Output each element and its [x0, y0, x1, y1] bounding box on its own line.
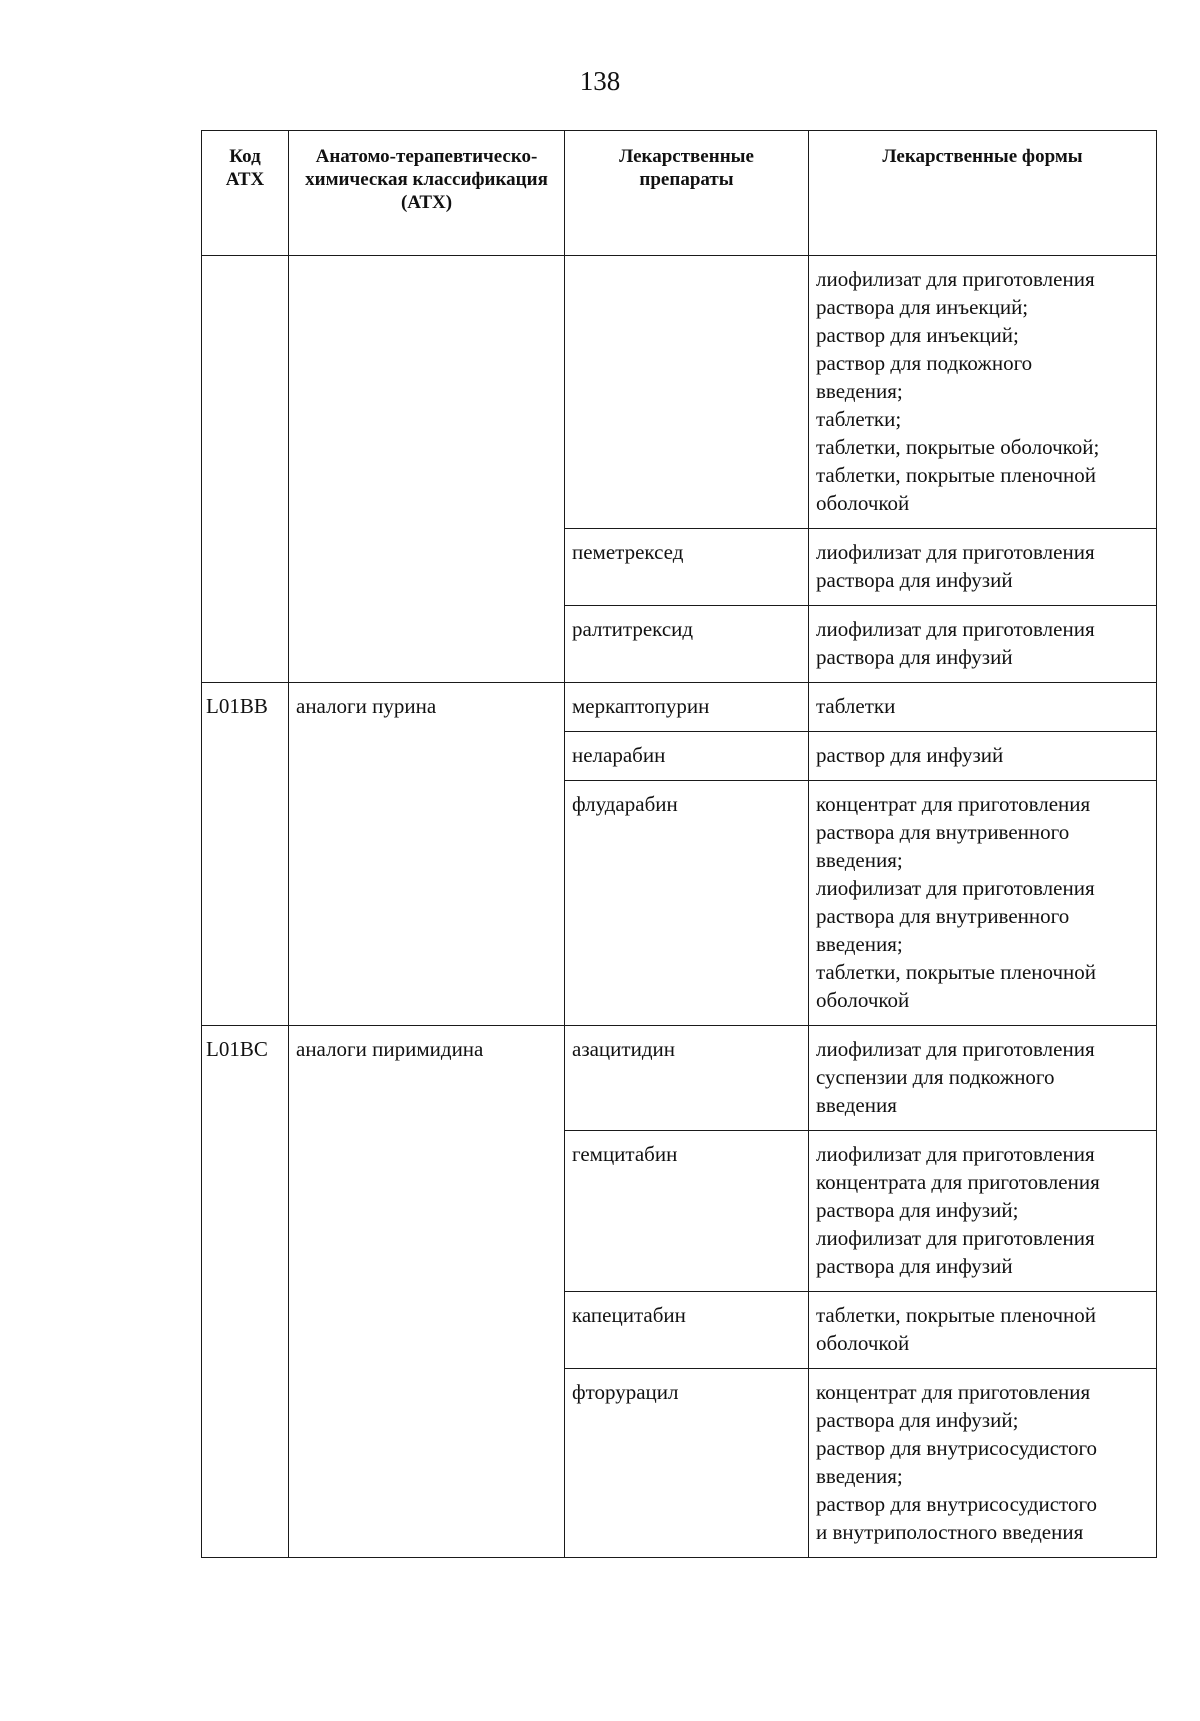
drug-cell: гемцитабин [565, 1131, 809, 1292]
page-number: 138 [579, 66, 621, 96]
drug-cell: капецитабин [565, 1292, 809, 1369]
drug-cell: ралтитрексид [565, 606, 809, 683]
forms-cell [809, 529, 1157, 606]
dosage-form-line: раствора для инфузий [816, 645, 1013, 669]
dosage-form-line: раствора для инфузий [816, 568, 1013, 592]
atc-class-cell: аналоги пиримидина [289, 1026, 565, 1558]
dosage-form-line: суспензии для подкожного [816, 1065, 1055, 1089]
dosage-form-line: концентрат для приготовления [816, 1380, 1091, 1404]
dosage-form-line: концентрат для приготовления [816, 792, 1091, 816]
drug-cell: флударабин [565, 781, 809, 1026]
dosage-form-line: оболочкой [816, 491, 910, 515]
dosage-form-line: раствора для инфузий [816, 1254, 1013, 1278]
forms-cell [809, 1292, 1157, 1369]
atc-code-cell: L01BC [202, 1026, 289, 1558]
dosage-form-line: раствора для инфузий; [816, 1408, 1019, 1432]
dosage-form-line: раствор для внутрисосудистого [816, 1436, 1098, 1460]
dosage-form-line: таблетки, покрытые пленочной [816, 1303, 1097, 1327]
drug-cell: фторурацил [565, 1369, 809, 1558]
dosage-form-line: таблетки, покрытые пленочной [816, 960, 1097, 984]
dosage-form-line: введения; [816, 379, 903, 403]
dosage-form-line: лиофилизат для приготовления [816, 540, 1095, 564]
atc-class-cell: аналоги пурина [289, 683, 565, 1026]
dosage-form-line: раствор для инъекций; [816, 323, 1019, 347]
dosage-form-line: введения; [816, 932, 903, 956]
forms-cell [809, 781, 1157, 1026]
drug-cell: пеметрексед [565, 529, 809, 606]
header-atc-classification: Анатомо-терапевтическо-химическая классификация (АТХ) [289, 131, 565, 256]
dosage-form-line: и внутриполостного введения [816, 1520, 1084, 1544]
dosage-form-line: введения; [816, 1464, 903, 1488]
dosage-form-line: лиофилизат для приготовления [816, 876, 1095, 900]
dosage-form-line: лиофилизат для приготовления [816, 267, 1095, 291]
dosage-form-line: раствора для внутривенного [816, 904, 1070, 928]
table-body [202, 256, 1157, 1558]
dosage-form-line: таблетки, покрытые оболочкой; [816, 435, 1100, 459]
forms-cell [809, 606, 1157, 683]
table-row [202, 256, 1157, 529]
forms-cell [809, 1369, 1157, 1558]
dosage-form-line: таблетки; [816, 407, 902, 431]
dosage-form-line: раствора для инъекций; [816, 295, 1029, 319]
header-dosage-forms: Лекарственные формы [809, 131, 1157, 256]
dosage-form-line: лиофилизат для приготовления [816, 1226, 1095, 1250]
table-row [202, 683, 1157, 732]
dosage-form-line: раствор для внутрисосудистого [816, 1492, 1098, 1516]
forms-cell [809, 1026, 1157, 1131]
dosage-form-line: таблетки, покрытые пленочной [816, 463, 1097, 487]
atc-code-cell: L01BB [202, 683, 289, 1026]
forms-cell [809, 256, 1157, 529]
table-header-row [202, 131, 1157, 256]
dosage-form-line: лиофилизат для приготовления [816, 617, 1095, 641]
forms-cell [809, 732, 1157, 781]
dosage-form-line: концентрата для приготовления [816, 1170, 1100, 1194]
drug-cell: меркаптопурин [565, 683, 809, 732]
dosage-form-line: раствора для внутривенного [816, 820, 1070, 844]
drug-cell [565, 256, 809, 529]
dosage-form-line: лиофилизат для приготовления [816, 1142, 1095, 1166]
forms-cell [809, 1131, 1157, 1292]
drug-cell: неларабин [565, 732, 809, 781]
header-atc-code: Код АТХ [202, 131, 289, 256]
dosage-form-line: раствор для подкожного [816, 351, 1033, 375]
atc-code-cell [202, 256, 289, 683]
table-row [202, 1026, 1157, 1131]
dosage-form-line: раствор для инфузий [816, 743, 1004, 767]
dosage-form-line: таблетки [816, 694, 896, 718]
dosage-form-line: оболочкой [816, 988, 910, 1012]
dosage-form-line: оболочкой [816, 1331, 910, 1355]
forms-cell [809, 683, 1157, 732]
dosage-form-line: раствора для инфузий; [816, 1198, 1019, 1222]
atc-class-cell [289, 256, 565, 683]
dosage-form-line: введения [816, 1093, 897, 1117]
dosage-form-line: лиофилизат для приготовления [816, 1037, 1095, 1061]
drug-cell: азацитидин [565, 1026, 809, 1131]
atc-drug-table [201, 130, 1157, 1558]
header-drugs: Лекарственные препараты [565, 131, 809, 256]
dosage-form-line: введения; [816, 848, 903, 872]
